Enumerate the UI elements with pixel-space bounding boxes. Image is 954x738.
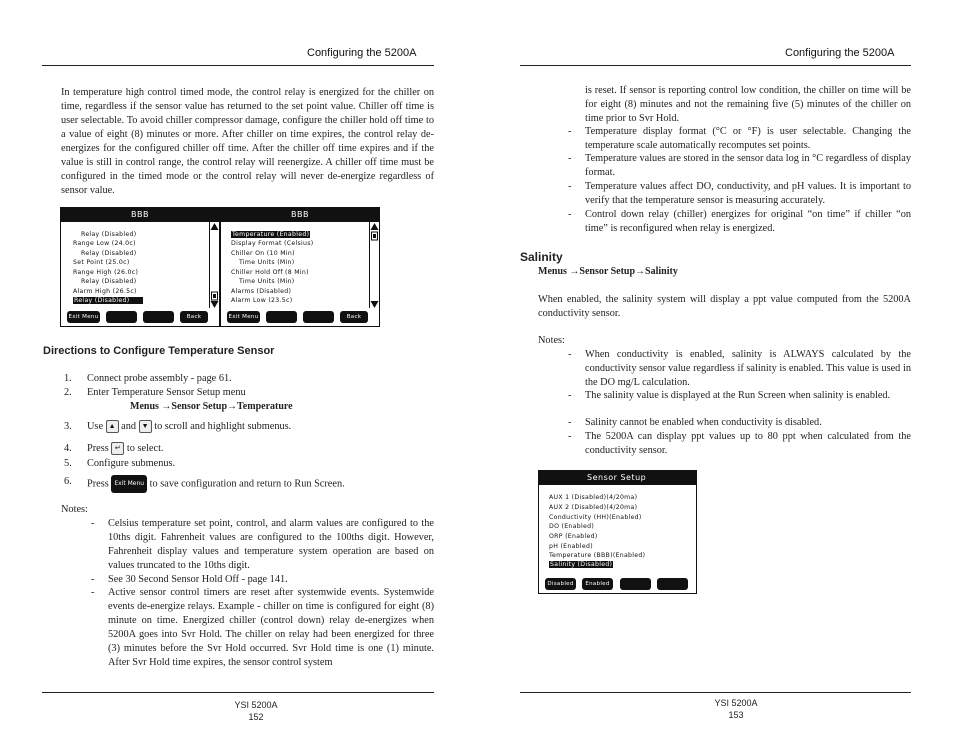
left-footer-rule — [42, 692, 434, 693]
note-item: - Control down relay (chiller) energizes for original “on time” if chiller “on time” is reconfigured when relay is energized. — [568, 209, 911, 234]
left-footer — [216, 699, 296, 723]
step-text: to scroll and highlight submenus. — [154, 421, 292, 432]
screen-item: DO (Enabled) — [549, 523, 595, 530]
blank-softkey[interactable] — [143, 311, 174, 323]
screen-item: Conductivity (HH)(Enabled) — [549, 514, 642, 521]
step-6 — [64, 475, 345, 493]
step-number: 3. — [64, 421, 72, 432]
screen-item: Range Low (24.0c) — [73, 240, 136, 247]
up-arrow-icon: ▲ — [106, 420, 119, 433]
sensor-setup-screen — [538, 470, 697, 594]
note-item: - Temperature values affect DO, conductivity, and pH values. It is important to verify that the temperature sensor is measuring accurately. — [568, 181, 911, 206]
note-item: - Temperature display format (°C or °F) is user selectable. Changing the temperature scale automatically recomputes set points. — [568, 126, 911, 151]
note-text: See 30 Second Sensor Hold Off - page 141. — [108, 574, 288, 585]
exit-menu-softkey[interactable]: Exit Menu — [227, 311, 260, 323]
note-item: - See 30 Second Sensor Hold Off - page 141. — [91, 574, 288, 585]
step-text: Press — [87, 478, 109, 490]
note-item: - Celsius temperature set point, control, and alarm values are configured to the 10ths digit. Fahrenheit values are configured to the 100ths digit. However, Fahrenheit display values and temperature system operation are based on values truncated to the 10ths digit. — [91, 518, 434, 571]
step-text: Use — [87, 421, 104, 432]
blank-softkey[interactable] — [303, 311, 334, 323]
note-item: - The 5200A can display ppt values up to 80 ppt when calculated from the conductivity sensor. — [568, 431, 911, 456]
screen-item: AUX 1 (Disabled)(4/20ma) — [549, 494, 638, 501]
screen-item-selected: Salinity (Disabled) — [550, 561, 613, 568]
screen-item: Chiller On (10 Min) — [231, 250, 295, 257]
notes-label: Notes: — [61, 504, 88, 515]
enabled-softkey[interactable]: Enabled — [582, 578, 613, 590]
scrollbar — [209, 222, 218, 308]
screen-item: Range High (26.0c) — [73, 269, 139, 276]
footer-title: YSI 5200A — [714, 698, 758, 708]
note-text: Salinity cannot be enabled when conductivity is disabled. — [585, 417, 822, 428]
screen-item-selected: Relay (Disabled) — [73, 297, 143, 304]
right-page-header: Configuring the 5200A — [785, 47, 895, 59]
scrollbar-icon — [370, 222, 379, 308]
step-3 — [64, 420, 292, 434]
step-number: 2. — [64, 387, 72, 398]
right-footer — [696, 697, 776, 721]
note-text: Control down relay (chiller) energizes for original “on time” if chiller “on time” is reconfigured when relay is energized. — [585, 209, 911, 234]
step-text: Connect probe assembly - page 61. — [87, 373, 232, 384]
step-4 — [64, 442, 164, 456]
screen-item: AUX 2 (Disabled)(4/20ma) — [549, 504, 638, 511]
step-1 — [64, 372, 232, 386]
step-number: 4. — [64, 443, 72, 454]
screen-item: Display Format (Celsius) — [231, 240, 314, 247]
screen-item: Alarms (Disabled) — [231, 288, 292, 295]
notes-label: Notes: — [538, 335, 565, 346]
step-5 — [64, 457, 176, 471]
step-number: 6. — [64, 476, 72, 487]
bbb-screen-right — [220, 207, 380, 327]
salinity-heading: Salinity — [520, 250, 563, 264]
continued-text: is reset. If sensor is reporting control low condition, the chiller on time will be for eight (8) minutes and not the remaining five (5) minutes of the chiller on time prior to Svr Hold. — [585, 85, 911, 124]
scrollbar — [369, 222, 378, 308]
screen-title: Sensor Setup — [539, 471, 696, 485]
note-text: The 5200A can display ppt values up to 80 ppt when calculated from the conductivity sensor. — [585, 431, 911, 456]
note-item: - Active sensor control timers are reset after systemwide events. Systemwide events de-energize relays. Example - chiller on time is configured for eight (8) minute on time. Energized chiller (control down) relay de-energizes when 5200A goes into Svr Hold. The chiller on relay had been energized for three (3) minutes before the Svr Hold occurred. Svr Hold time is one (1) minute. After Svr Hold time expires, the sensor control system — [91, 587, 434, 668]
screen-item: Relay (Disabled) — [81, 231, 137, 238]
note-item: - Temperature values are stored in the sensor data log in °C regardless of display format. — [568, 153, 911, 178]
screen-title: BBB — [221, 208, 379, 222]
left-page-header: Configuring the 5200A — [307, 47, 417, 59]
left-intro-paragraph — [61, 86, 434, 198]
screen-item: pH (Enabled) — [549, 543, 593, 550]
enter-key-icon: ↵ — [111, 442, 124, 455]
down-arrow-icon: ▼ — [139, 420, 152, 433]
scrollbar-icon — [210, 222, 219, 308]
note-text: When conductivity is enabled, salinity is ALWAYS calculated by the conductivity sensor value regardless if salinity is enabled. This value is used in the DO mg/L calculation. — [585, 349, 911, 388]
salinity-intro — [538, 293, 911, 321]
screen-item: Chiller Hold Off (8 Min) — [231, 269, 309, 276]
note-item: - The salinity value is displayed at the Run Screen when salinity is enabled. — [568, 390, 891, 401]
note-text: The salinity value is displayed at the Run Screen when salinity is enabled. — [585, 390, 891, 401]
right-footer-rule — [520, 692, 911, 693]
screen-item: Temperature (BBB)(Enabled) — [549, 552, 646, 559]
step-text: and — [121, 421, 137, 432]
note-item: - Salinity cannot be enabled when conductivity is disabled. — [568, 417, 822, 428]
step-text: to save configuration and return to Run Screen. — [149, 478, 345, 490]
screen-item: Relay (Disabled) — [81, 250, 137, 257]
step-text: Press — [87, 443, 109, 454]
step-text: Configure submenus. — [87, 458, 176, 469]
page-number: 153 — [728, 710, 744, 720]
note-text: Active sensor control timers are reset after systemwide events. Systemwide events de-energize relays. Example - chiller on time is configured for eight (8) minute on time. Energized chiller (control down) relay de-energizes when 5200A goes into Svr Hold. The chiller on relay had been energized for three (3) minutes before the Svr Hold occurred. Svr Hold time is one (1) minute. After Svr Hold time expires, the sensor control system — [108, 587, 434, 668]
screen-item: Set Point (25.0c) — [73, 259, 130, 266]
screen-item: Alarm Low (23.5c) — [231, 297, 293, 304]
exit-menu-softkey[interactable]: Exit Menu — [67, 311, 100, 323]
temperature-menu-path: Menus →Sensor Setup→Temperature — [130, 401, 293, 412]
blank-softkey[interactable] — [106, 311, 137, 323]
step-number: 1. — [64, 373, 72, 384]
disabled-softkey[interactable]: Disabled — [545, 578, 576, 590]
footer-title: YSI 5200A — [234, 700, 278, 710]
screen-item: ORP (Enabled) — [549, 533, 598, 540]
salinity-menu-path: Menus →Sensor Setup→Salinity — [538, 266, 678, 277]
screen-item: Time Units (Min) — [239, 259, 295, 266]
step-number: 5. — [64, 458, 72, 469]
screen-item-selected: Temperature (Enabled) — [232, 231, 310, 238]
exit-menu-icon: Exit Menu — [111, 475, 147, 493]
screen-item: Alarm High (26.5c) — [73, 288, 137, 295]
step-text: Enter Temperature Sensor Setup menu — [87, 387, 246, 398]
intro-text: In temperature high control timed mode, the control relay is energized for the chiller on time, regardless if the sensor value has returned to the set point value. Chiller off time is user selectable. To avoid chiller compressor damage, configure the chiller hold off time to a value of eight (8) minutes or more. After chiller on time expires, the control relay de-energizes for the configured chiller off time. After the chiller off time expires and if the value is still in control range, the control relay will reenergize. A chiller off time must be configured in the timed mode or the control relay will never de-energize regardless of sensor value. — [61, 87, 434, 196]
note-text: Temperature display format (°C or °F) is user selectable. Changing the temperature scale automatically recomputes set points. — [585, 126, 911, 151]
back-softkey[interactable]: Back — [180, 311, 208, 323]
note-text: Temperature values affect DO, conductivity, and pH values. It is important to verify that the temperature sensor is measuring accurately. — [585, 181, 911, 206]
screen-item: Relay (Disabled) — [81, 278, 137, 285]
note-text: Temperature values are stored in the sensor data log in °C regardless of display format. — [585, 153, 911, 178]
page-number: 152 — [248, 712, 264, 722]
directions-heading: Directions to Configure Temperature Sensor — [43, 345, 275, 357]
blank-softkey[interactable] — [620, 578, 651, 590]
step-text: to select. — [126, 443, 164, 454]
note-text: Celsius temperature set point, control, and alarm values are configured to the 10ths digit. Fahrenheit values are configured to the 100ths digit. However, Fahrenheit display values and temperature system operation are based on values truncated to the 10ths digit. — [108, 518, 434, 571]
step-2 — [64, 386, 246, 400]
back-softkey[interactable]: Back — [340, 311, 368, 323]
blank-softkey[interactable] — [657, 578, 688, 590]
continued-paragraph — [585, 84, 911, 126]
right-header-rule — [520, 65, 911, 66]
bbb-screen-left — [60, 207, 220, 327]
screen-item: Time Units (Min) — [239, 278, 295, 285]
left-header-rule — [42, 65, 434, 66]
salinity-intro-text: When enabled, the salinity system will display a ppt value computed from the 5200A conductivity sensor. — [538, 294, 911, 319]
screen-title: BBB — [61, 208, 219, 222]
note-item: - When conductivity is enabled, salinity is ALWAYS calculated by the conductivity sensor value regardless if salinity is enabled. This value is used in the DO mg/L calculation. — [568, 349, 911, 388]
blank-softkey[interactable] — [266, 311, 297, 323]
